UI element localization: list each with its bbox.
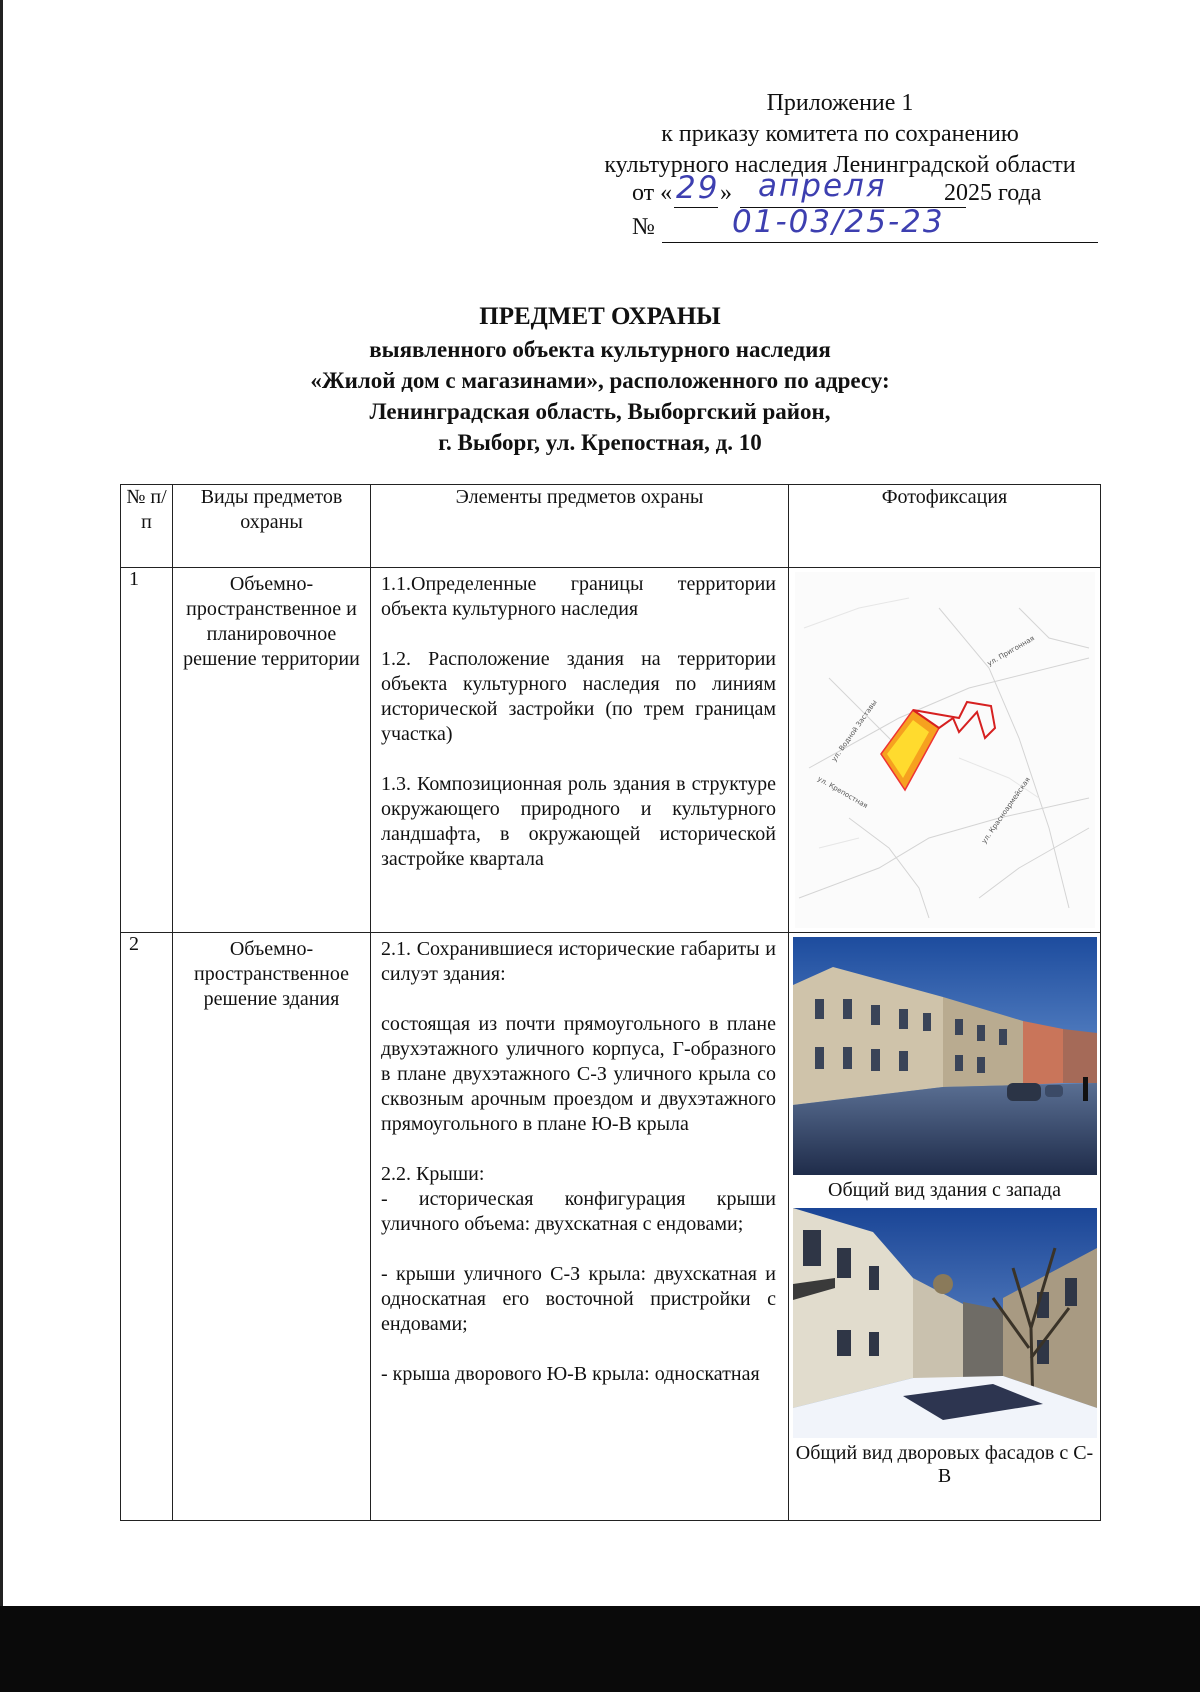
element-item: - историческая конфигурация крыши уличного объема: двухскатная с ендовами; — [381, 1188, 776, 1235]
element-item: 1.1.Определенные границы территории объекта культурного наследия — [381, 573, 776, 620]
title-line: «Жилой дом с магазинами», расположенного по адресу: — [310, 368, 890, 393]
appendix-line: к приказу комитета по сохранению — [661, 121, 1019, 147]
map-street-label: ул. Красноармейская — [980, 775, 1032, 846]
appendix-line: Приложение 1 — [766, 90, 914, 116]
column-header-elements: Элементы предметов охраны — [371, 485, 789, 568]
row-elements — [371, 568, 789, 933]
element-item: состоящая из почти прямоугольного в плане двухэтажного уличного корпуса, Г-образного в плане двухэтажного С-З уличного крыла со сквозным арочным проездом и двухэтажного прямоугольного в плане Ю-В крыла — [381, 1013, 776, 1135]
number-underline — [662, 242, 1098, 243]
column-header-photo: Фотофиксация — [789, 485, 1101, 568]
document-title — [140, 300, 1060, 458]
map-street-label: ул. Пригонная — [986, 634, 1036, 668]
courtyard-view-photo — [793, 1208, 1097, 1438]
number-handwritten: 01-03/25-23 — [732, 204, 945, 240]
row-number: 2 — [121, 933, 173, 1521]
title-heading: ПРЕДМЕТ ОХРАНЫ — [479, 303, 721, 330]
date-day-underline — [674, 207, 718, 208]
territory-map-image — [789, 568, 1101, 932]
photo-cell — [789, 568, 1101, 933]
photo-cell — [789, 933, 1101, 1521]
photo-caption: Общий вид здания с запада — [828, 1179, 1061, 1201]
row-elements — [371, 933, 789, 1521]
date-month-handwritten: апреля — [758, 168, 887, 204]
title-line: Ленинградская область, Выборгский район, — [369, 399, 831, 424]
table-row — [121, 933, 1101, 1521]
title-line: выявленного объекта культурного наследия — [369, 337, 831, 362]
table-header-row — [121, 485, 1101, 568]
scan-bottom-edge — [0, 1606, 1200, 1692]
number-prefix: № — [632, 214, 655, 240]
element-item: 2.2. Крыши: — [381, 1163, 485, 1185]
date-suffix: 2025 года — [944, 180, 1042, 206]
element-item: 1.3. Композиционная роль здания в структуре окружающего природного и культурного ландшафта, в окружающей исторической застройке квартала — [381, 773, 776, 870]
date-day-handwritten: 29 — [676, 170, 720, 206]
map-street-label: ул. Крепостная — [816, 774, 870, 811]
appendix-line: культурного наследия Ленинградской области — [604, 152, 1076, 178]
row-kind: Объемно-пространственное решение здания — [173, 933, 371, 1521]
date-prefix: от « — [632, 180, 673, 206]
map-street-label: ул. Водной Заставы — [830, 698, 879, 764]
date-mid: » — [720, 180, 732, 206]
photo-caption: Общий вид дворовых фасадов с С-В — [795, 1442, 1094, 1487]
element-item: 2.1. Сохранившиеся исторические габариты и силуэт здания: — [381, 938, 776, 985]
element-item: - крыша дворового Ю-В крыла: односкатная — [381, 1363, 760, 1385]
west-view-photo — [793, 937, 1097, 1175]
element-item: 1.2. Расположение здания на территории объекта культурного наследия по линиям исторической застройки (по трем границам участка) — [381, 648, 776, 745]
column-header-kind: Виды предметов охраны — [173, 485, 371, 568]
table-row — [121, 568, 1101, 933]
scan-left-edge — [0, 0, 3, 1692]
title-line: г. Выборг, ул. Крепостная, д. 10 — [438, 430, 762, 455]
row-kind: Объемно-пространственное и планировочное решение территории — [173, 568, 371, 933]
row-number: 1 — [121, 568, 173, 933]
column-header-number: № п/ п — [121, 485, 173, 568]
date-number-block — [632, 168, 1092, 258]
element-item: - крыши уличного С-З крыла: двухскатная и односкатная его восточной пристройки с ендовами; — [381, 1263, 776, 1335]
protection-table — [120, 484, 1101, 1521]
